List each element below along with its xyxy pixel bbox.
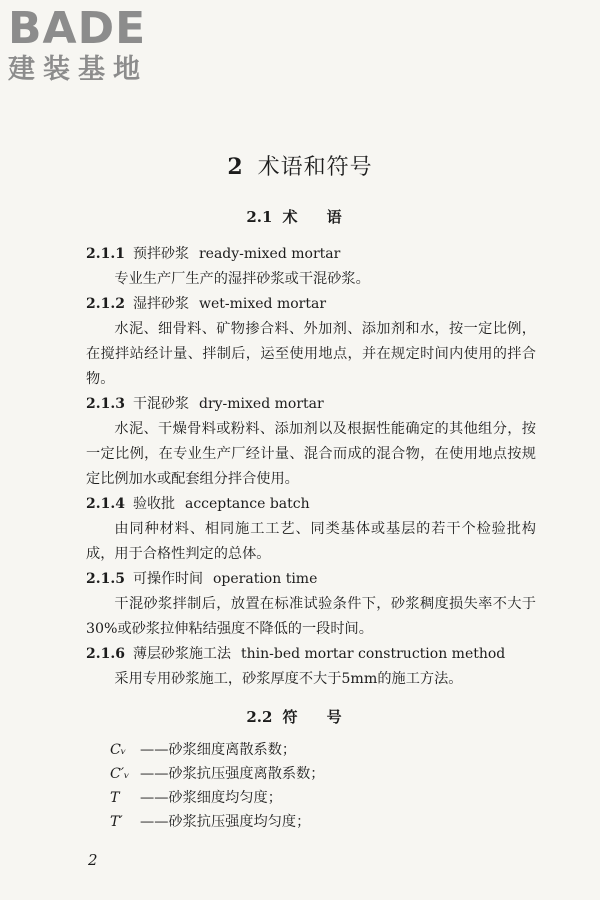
- term-zh: 薄层砂浆施工法: [132, 646, 231, 662]
- term-heading: [86, 642, 536, 667]
- logo-wordmark: BADE: [8, 3, 147, 54]
- term-zh: 湿拌砂浆: [132, 296, 189, 312]
- symbol-description: ——砂浆细度均匀度；: [140, 790, 282, 806]
- term-entry: [86, 567, 536, 642]
- term-definition: 水泥、细骨料、矿物掺合料、外加剂、添加剂和水，按一定比例，在搅拌站经计量、拌制后，运至使用地点，并在规定时间内使用的拌合物。: [86, 321, 536, 387]
- term-zh: 验收批: [132, 496, 175, 512]
- logo-subtitle: 建装基地: [8, 54, 148, 85]
- section-heading-symbols: [0, 706, 600, 727]
- term-heading: [86, 242, 536, 267]
- section-heading-terms: [0, 206, 600, 227]
- term-heading: [86, 492, 536, 517]
- term-entry: [86, 492, 536, 567]
- term-id: 2.1.3: [86, 396, 125, 412]
- term-id: 2.1.4: [86, 496, 125, 512]
- bade-logo: [8, 3, 183, 86]
- term-zh: 干混砂浆: [132, 396, 189, 412]
- term-en: ready-mixed mortar: [198, 246, 341, 262]
- page-number: 2: [88, 851, 98, 869]
- term-en: acceptance batch: [184, 496, 310, 512]
- symbol-description: ——砂浆细度离散系数；: [140, 742, 297, 758]
- symbol-entry: [110, 762, 510, 786]
- symbol: T′: [110, 814, 123, 830]
- term-entry: [86, 292, 536, 392]
- symbol-entry: [110, 786, 510, 810]
- symbols-list: [110, 738, 510, 834]
- term-definition: 干混砂浆拌制后，放置在标准试验条件下，砂浆稠度损失率不大于30%或砂浆拉伸粘结强度不降低的一段时间。: [86, 596, 536, 637]
- term-definition: 由同种材料、相同施工工艺、同类基体或基层的若干个检验批构成，用于合格性判定的总体。: [86, 521, 536, 562]
- symbol-entry: [110, 738, 510, 762]
- chapter-title: 术语和符号: [257, 155, 373, 180]
- symbol: T: [110, 790, 120, 806]
- term-id: 2.1.6: [86, 646, 125, 662]
- section-title: 符 号: [282, 708, 354, 726]
- term-entry: [86, 642, 536, 692]
- term-id: 2.1.2: [86, 296, 125, 312]
- term-heading: [86, 292, 536, 317]
- term-id: 2.1.1: [86, 246, 125, 262]
- symbol-description: ——砂浆抗压强度离散系数；: [140, 766, 325, 782]
- section-number: 2.2: [246, 708, 273, 726]
- term-definition: 水泥、干燥骨料或粉料、添加剂以及根据性能确定的其他组分，按一定比例，在专业生产厂经计量、混合而成的混合物，在使用地点按规定比例加水或配套组分拌合使用。: [86, 421, 536, 487]
- term-zh: 可操作时间: [132, 571, 203, 587]
- section-title: 术 语: [282, 208, 354, 226]
- section-number: 2.1: [246, 208, 273, 226]
- term-heading: [86, 567, 536, 592]
- term-en: thin-bed mortar construction method: [240, 646, 506, 662]
- term-definition: 专业生产厂生产的湿拌砂浆或干混砂浆。: [114, 271, 370, 287]
- term-entry: [86, 242, 536, 292]
- symbol-description: ——砂浆抗压强度均匀度；: [140, 814, 311, 830]
- symbol: C′ᵥ: [110, 766, 130, 782]
- term-zh: 预拌砂浆: [132, 246, 189, 262]
- symbol-entry: [110, 810, 510, 834]
- chapter-number: 2: [227, 154, 244, 180]
- symbol: Cᵥ: [110, 742, 127, 758]
- term-en: wet-mixed mortar: [198, 296, 327, 312]
- term-definition: 采用专用砂浆施工，砂浆厚度不大于5mm的施工方法。: [114, 671, 463, 687]
- term-id: 2.1.5: [86, 571, 125, 587]
- term-entry: [86, 392, 536, 492]
- terms-list: [86, 242, 536, 692]
- chapter-heading: [0, 150, 600, 181]
- term-heading: [86, 392, 536, 417]
- term-en: dry-mixed mortar: [198, 396, 324, 412]
- term-en: operation time: [212, 571, 318, 587]
